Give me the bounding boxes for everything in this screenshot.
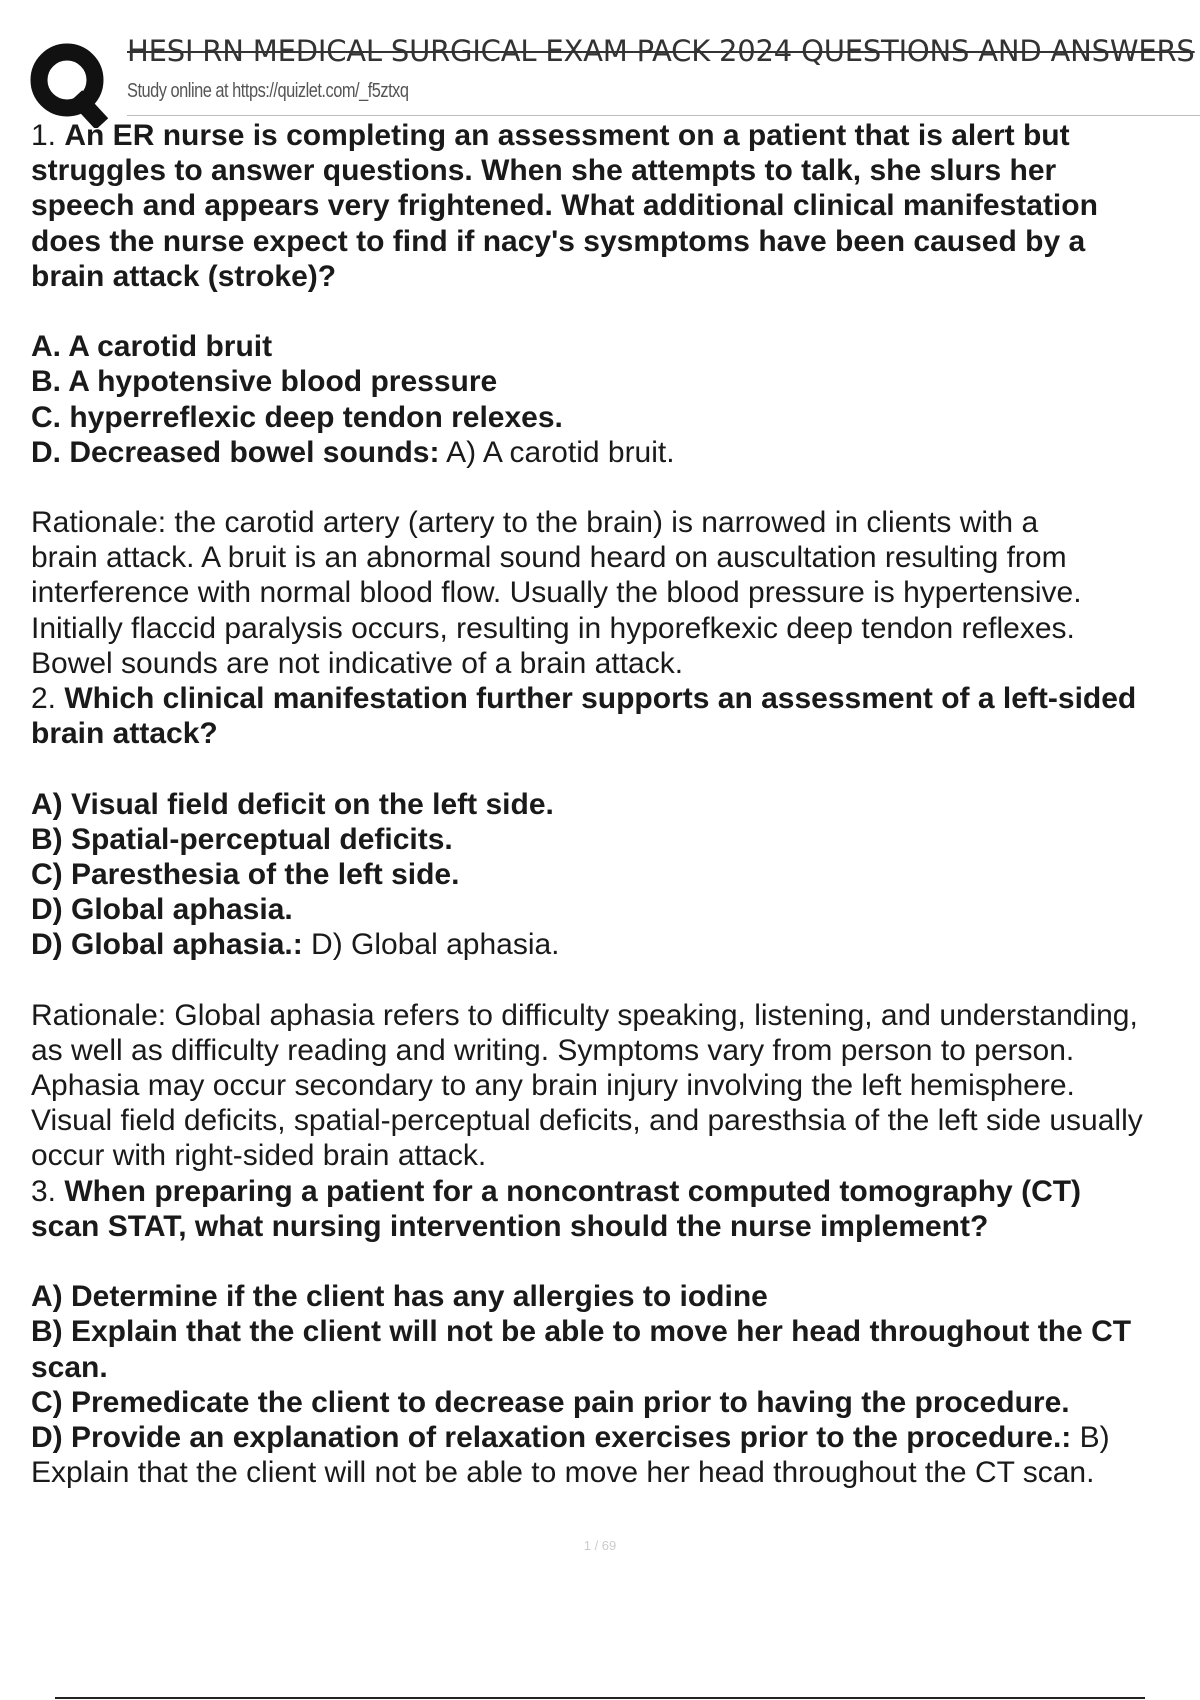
q3-answer: B) bbox=[1071, 1420, 1110, 1454]
spacer bbox=[31, 470, 1200, 505]
q3-option-b-cont: scan. bbox=[31, 1350, 108, 1384]
q1-option-d: D. Decreased bowel sounds: A) A carotid bruit. bbox=[31, 435, 675, 469]
q2-rationale-line: Rationale: Global aphasia refers to difficulty speaking, listening, and understanding, bbox=[31, 998, 1138, 1032]
page-number: 1 / 69 bbox=[583, 1538, 617, 1553]
q2-rationale-line: occur with right-sided brain attack. bbox=[31, 1139, 487, 1173]
q3-option-d: D) Provide an explanation of relaxation exercises prior to the procedure.: B) bbox=[31, 1420, 1110, 1454]
q1-option-b: B. A hypotensive blood pressure bbox=[31, 365, 498, 399]
q1-option-a: A. A carotid bruit bbox=[31, 330, 273, 364]
q1-stem-line: struggles to answer questions. When she attempts to talk, she slurs her bbox=[31, 154, 1057, 188]
q2-number: 2. bbox=[31, 682, 65, 715]
q1-answer: A) A carotid bruit. bbox=[439, 435, 675, 469]
q2-stem-line: brain attack? bbox=[31, 717, 218, 751]
q2-rationale-line: Visual field deficits, spatial-perceptual deficits, and paresthsia of the left side usually bbox=[31, 1104, 1143, 1138]
q3-option-b: B) Explain that the client will not be able to move her head throughout the CT bbox=[31, 1315, 1132, 1349]
q1-stem-line: speech and appears very frightened. What additional clinical manifestation bbox=[31, 189, 1098, 223]
footer-divider bbox=[55, 1697, 1145, 1699]
q3-stem-line: 3. When preparing a patient for a noncontrast computed tomography (CT) bbox=[31, 1174, 1082, 1208]
q1-stem-line: does the nurse expect to find if nacy's sysmptoms have been caused by a bbox=[31, 224, 1086, 258]
q2-rationale-line: as well as difficulty reading and writing. Symptoms vary from person to person. bbox=[31, 1033, 1075, 1067]
q1-option-c: C. hyperreflexic deep tendon relexes. bbox=[31, 400, 563, 434]
q2-option-b: B) Spatial-perceptual deficits. bbox=[31, 822, 453, 856]
q2-option-a: A) Visual field deficit on the left side. bbox=[31, 787, 554, 821]
q2-option-c: C) Paresthesia of the left side. bbox=[31, 857, 460, 891]
q3-option-c: C) Premedicate the client to decrease pain prior to having the procedure. bbox=[31, 1385, 1070, 1419]
q1-rationale-line: Initially flaccid paralysis occurs, resulting in hyporefkexic deep tendon reflexes. bbox=[31, 611, 1075, 645]
quizlet-logo-icon bbox=[30, 38, 110, 128]
q1-rationale-line: Bowel sounds are not indicative of a brain attack. bbox=[31, 646, 684, 680]
q3-stem-line: scan STAT, what nursing intervention should the nurse implement? bbox=[31, 1209, 989, 1243]
q1-stem-line: 1. An ER nurse is completing an assessment on a patient that is alert but bbox=[31, 119, 1070, 152]
spacer bbox=[31, 294, 1200, 329]
spacer bbox=[31, 751, 1200, 786]
q3-option-a: A) Determine if the client has any allergies to iodine bbox=[31, 1280, 768, 1314]
spacer bbox=[31, 963, 1200, 998]
q2-option-d: D) Global aphasia. bbox=[31, 893, 293, 927]
header-divider bbox=[127, 115, 1200, 116]
study-online-link[interactable]: Study online at https://quizlet.com/_f5ztxq bbox=[127, 80, 409, 102]
q1-rationale-line: brain attack. A bruit is an abnormal sound heard on auscultation resulting from bbox=[31, 541, 1067, 575]
page-content bbox=[31, 118, 1200, 1490]
q3-answer-cont: Explain that the client will not be able to move her head throughout the CT scan. bbox=[31, 1456, 1095, 1490]
q1-rationale-line: Rationale: the carotid artery (artery to the brain) is narrowed in clients with a bbox=[31, 506, 1039, 540]
q1-stem-line: brain attack (stroke)? bbox=[31, 259, 337, 293]
q1-number: 1. bbox=[31, 119, 65, 152]
q1-rationale-line: interference with normal blood flow. Usually the blood pressure is hypertensive. bbox=[31, 576, 1082, 610]
spacer bbox=[31, 1244, 1200, 1279]
q2-answer: D) Global aphasia. bbox=[302, 928, 560, 962]
q2-rationale-line: Aphasia may occur secondary to any brain injury involving the left hemisphere. bbox=[31, 1069, 1075, 1103]
q3-number: 3. bbox=[31, 1174, 65, 1208]
q2-stem-line: 2. Which clinical manifestation further supports an assessment of a left-sided bbox=[31, 682, 1137, 715]
document-title: HESI RN MEDICAL SURGICAL EXAM PACK 2024 QUESTIONS AND ANSWERS bbox=[127, 34, 1195, 68]
page-header bbox=[0, 0, 1200, 120]
q2-answer-line: D) Global aphasia.: D) Global aphasia. bbox=[31, 928, 560, 962]
